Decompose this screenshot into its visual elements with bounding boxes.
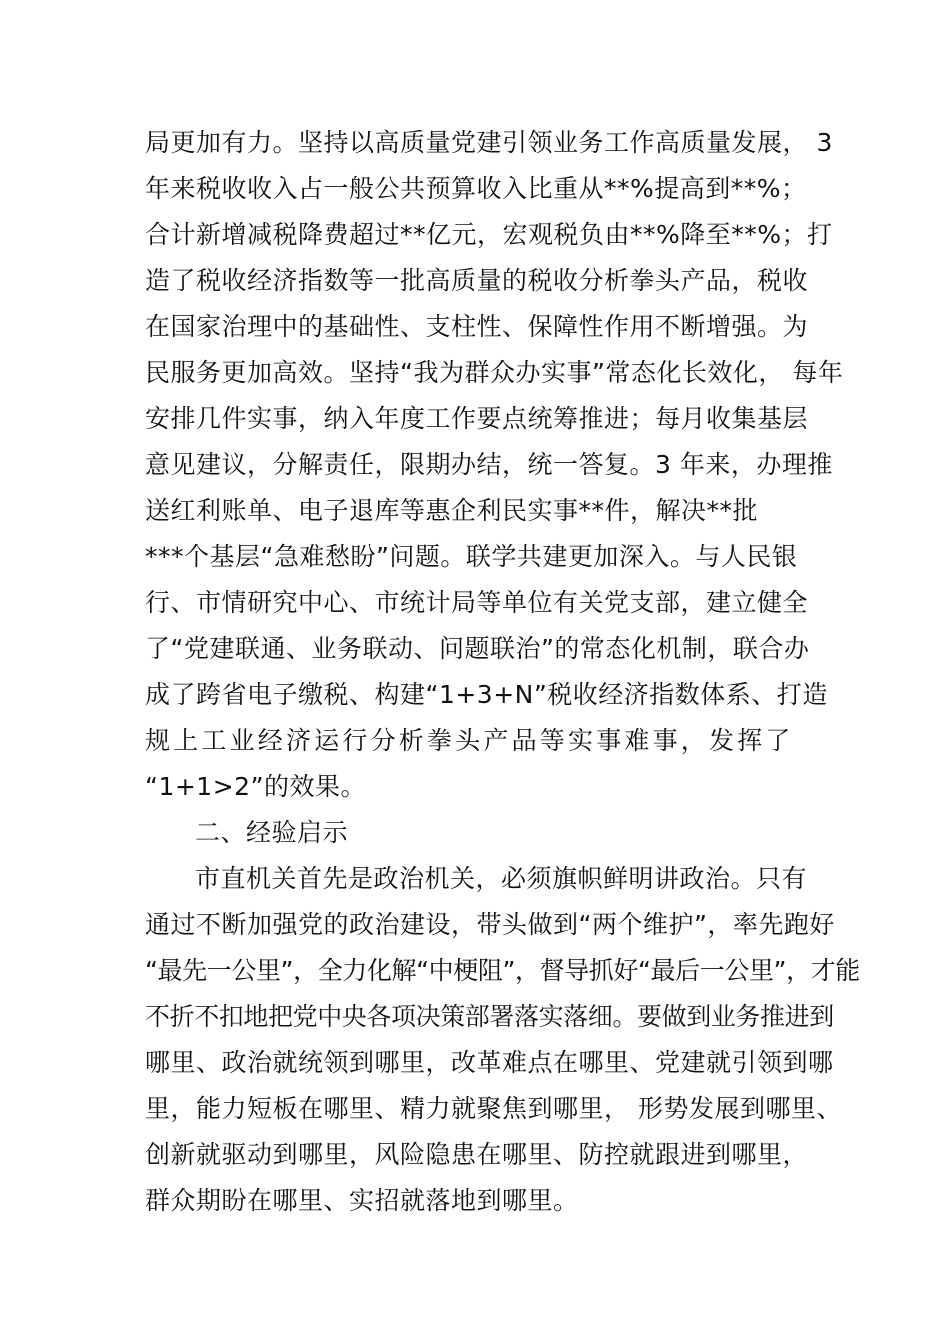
body-text-line: 规上工业经济运行分析拳头产品等实事难事，发挥了 — [145, 726, 794, 755]
body-text-line: 里，能力短板在哪里、精力就聚焦到哪里， 形势发展到哪里、 — [145, 1094, 842, 1123]
body-text-line: 民服务更加高效。坚持“我为群众办实事”常态化长效化， 每年 — [145, 358, 844, 387]
body-text-line: 成了跨省电子缴税、构建“1+3+N”税收经济指数体系、打造 — [145, 680, 828, 709]
body-text-line: 市直机关首先是政治机关，必须旗帜鲜明讲政治。只有 — [195, 864, 808, 893]
body-text-line: 通过不断加强党的政治建设，带头做到“两个维护”，率先跑好 — [145, 910, 835, 939]
body-text-line: “1+1>2”的效果。 — [145, 772, 367, 801]
body-text-line: 送红利账单、电子退库等惠企利民实事**件，解决**批 — [145, 496, 759, 525]
body-text-line: 了“党建联通、业务联动、问题联治”的常态化机制，联合办 — [145, 634, 810, 663]
body-text-line: 合计新增减税降费超过**亿元，宏观税负由**%降至**%；打 — [145, 220, 833, 249]
body-text-line: 年来税收收入占一般公共预算收入比重从**%提高到**%； — [145, 174, 807, 203]
body-text-line: 安排几件实事，纳入年度工作要点统筹推进；每月收集基层 — [145, 404, 809, 433]
body-text-line: 局更加有力。坚持以高质量党建引领业务工作高质量发展， 3 — [145, 128, 833, 157]
body-text-line: 群众期盼在哪里、实招就落地到哪里。 — [145, 1186, 579, 1215]
body-text-line: 在国家治理中的基础性、支柱性、保障性作用不断增强。为 — [145, 312, 809, 341]
body-text-line: 不折不扣地把党中央各项决策部署落实落细。要做到业务推进到 — [145, 1002, 834, 1031]
body-text-line: 哪里、政治就统领到哪里，改革难点在哪里、党建就引领到哪 — [145, 1048, 834, 1077]
body-text-line: 行、市情研究中心、市统计局等单位有关党支部，建立健全 — [145, 588, 809, 617]
body-text-line: ***个基层“急难愁盼”问题。联学共建更加深入。与人民银 — [145, 542, 798, 571]
body-text-line: “最先一公里”，全力化解“中梗阻”，督导抓好“最后一公里”，才能 — [145, 956, 860, 985]
body-text-line: 造了税收经济指数等一批高质量的税收分析拳头产品，税收 — [145, 266, 809, 295]
body-text-line: 创新就驱动到哪里，风险隐患在哪里、防控就跟进到哪里， — [145, 1140, 809, 1169]
section-heading: 二、经验启示 — [195, 818, 349, 847]
body-text-line: 意见建议，分解责任，限期办结，统一答复。3 年来，办理推 — [145, 450, 833, 479]
